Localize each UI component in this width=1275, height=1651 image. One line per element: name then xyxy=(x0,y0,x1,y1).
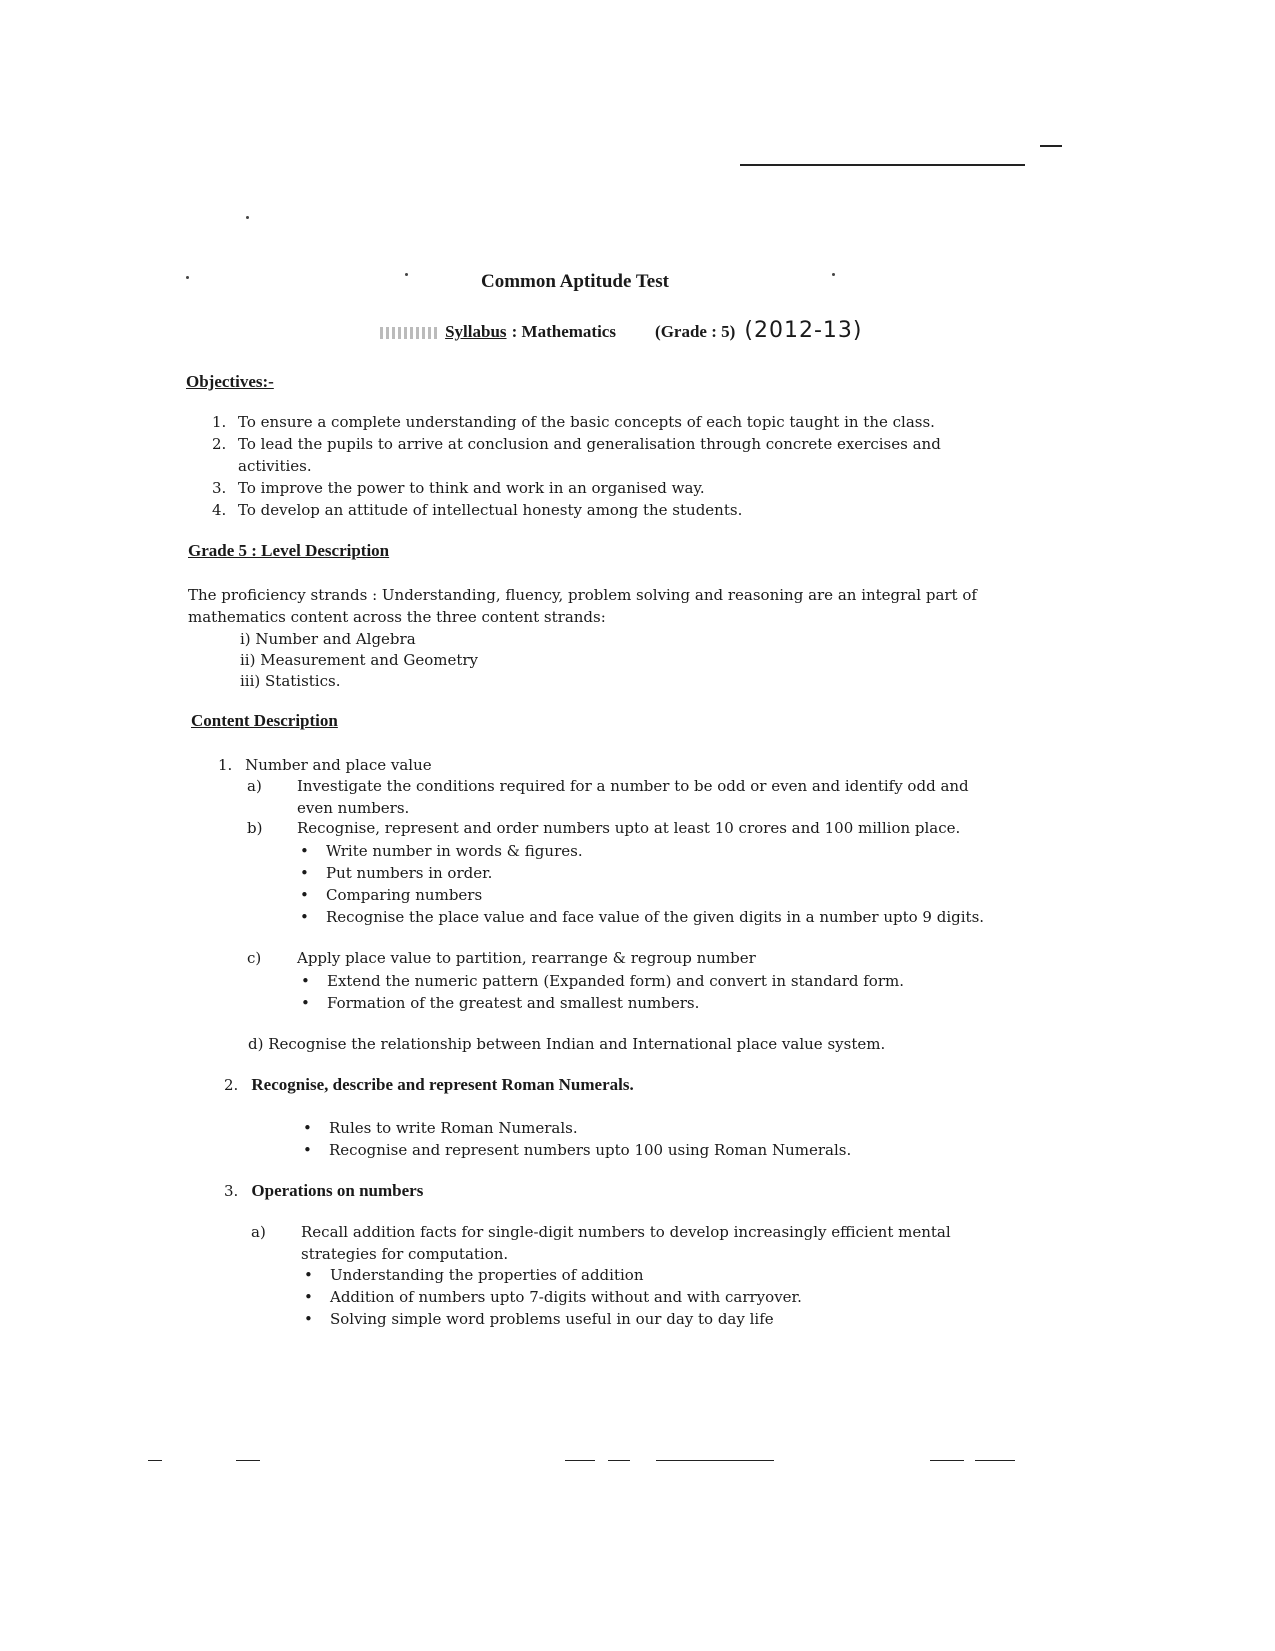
list-item: 1. To ensure a complete understanding of the basic concepts of each topic taught in the class. xyxy=(212,413,935,431)
section-2-bullets xyxy=(329,1117,851,1161)
section-1c-bullets xyxy=(327,970,904,1014)
scan-rule-bottom xyxy=(148,1460,162,1461)
scan-rule-bottom xyxy=(608,1460,630,1461)
scan-speck xyxy=(832,273,835,276)
section-3-title: 3. Operations on numbers xyxy=(224,1181,424,1200)
section-3-bullets xyxy=(330,1264,802,1330)
list-item: ii) Measurement and Geometry xyxy=(240,651,478,669)
scan-rule-bottom xyxy=(930,1460,964,1461)
level-heading: Grade 5 : Level Description xyxy=(188,541,390,560)
list-item: i) Number and Algebra xyxy=(240,630,416,648)
scan-rule-bottom xyxy=(656,1460,774,1461)
section-1b-bullets xyxy=(326,840,984,928)
scan-rule-bottom xyxy=(975,1460,1015,1461)
level-paragraph: The proficiency strands : Understanding, fluency, problem solving and reasoning are an integral part of mathematics content across the three content strands: xyxy=(188,586,977,626)
content-heading: Content Description xyxy=(191,711,338,730)
scan-rule-top-right xyxy=(1040,145,1062,147)
syllabus-label: Syllabus xyxy=(445,322,507,341)
list-item: iii) Statistics. xyxy=(240,672,341,690)
grade-label: (Grade : 5) xyxy=(655,322,736,341)
syllabus-subject: : Mathematics xyxy=(511,322,616,341)
section-1-title: 1. Number and place value xyxy=(218,756,432,774)
handwritten-year: (2012-13) xyxy=(744,318,863,343)
scan-rule-top xyxy=(740,164,1025,166)
objectives-heading: Objectives:- xyxy=(186,372,274,391)
list-item: • Rules to write Roman Numerals. xyxy=(329,1117,851,1139)
scan-speck xyxy=(186,276,189,279)
scan-speck xyxy=(405,273,408,276)
scan-speck xyxy=(246,216,249,219)
smudge-mark xyxy=(380,327,438,339)
list-item: 3. To improve the power to think and work in an organised way. xyxy=(212,479,705,497)
strands-list xyxy=(240,628,478,691)
list-item: • Solving simple word problems useful in our day to day life xyxy=(330,1308,802,1330)
list-item: • Comparing numbers xyxy=(326,884,984,906)
list-item: • Understanding the properties of addition xyxy=(330,1264,802,1286)
scan-rule-bottom xyxy=(236,1460,260,1461)
list-item: • Addition of numbers upto 7-digits without and with carryover. xyxy=(330,1286,802,1308)
document-page: Common Aptitude Test Syllabus : Mathematics (Grade : 5) (2012-13) Objectives:- 1. To ensure a complete understanding of the basic concepts of each topic taught in the class. 2. To lead the pupils to arrive at conclusion and generalisation through concrete exercises and activities. 3. To improve the power to think and work in an organised way. 4. To develop an attitude of intellectual honesty among the students. Grade 5 : Level Description The proficiency strands : Understanding, fluency, problem solving and reasoning are an integral part of mathematics content across the three content strands: i) Number and Algebra ii) Measurement and Geometry iii) Statistics. Content Description 1. Number and place value a) Investigate the conditions required for a number to be odd or even and identify odd and even numbers. b) Recognise, represent and order numbers upto at least 10 crores and 100 million place. • Write number in words & figures. • Put numbers in order. • Comparing numbers • Recognise the place value and face value of the given digits in a number upto 9 digits. c) Apply place value to partition, rearrange & regroup number • Extend the numeric pattern (Expanded form) and convert in standard form. • Formation of the greatest and smallest numbers. d) Recognise the relationship between Indian and International place value system. 2. Recognise, describe and represent Roman Numerals. • Rules to write Roman Numerals. • Recognise and represent numbers upto 100 using Roman Numerals. 3. Operations on numbers a) Recall addition facts for single-digit numbers to develop increasingly efficient mental strategies for computation. • Understanding the properties of addition • Addition of numbers upto 7-digits without and with carryover. • Solving simple word problems useful in our day to day life xyxy=(0,0,1275,1651)
list-item: 2. To lead the pupils to arrive at conclusion and generalisation through concrete exercises and activities. xyxy=(212,435,941,475)
page-title: Common Aptitude Test xyxy=(481,271,669,292)
scan-rule-bottom xyxy=(565,1460,595,1461)
section-1d: d) Recognise the relationship between Indian and International place value system. xyxy=(248,1035,886,1053)
list-item: • Put numbers in order. xyxy=(326,862,984,884)
syllabus-line xyxy=(380,318,863,343)
objectives-list xyxy=(212,411,1112,521)
list-item: • Formation of the greatest and smallest numbers. xyxy=(327,992,904,1014)
list-item: 4. To develop an attitude of intellectual honesty among the students. xyxy=(212,501,743,519)
list-item: • Extend the numeric pattern (Expanded form) and convert in standard form. xyxy=(327,970,904,992)
list-item: • Recognise the place value and face value of the given digits in a number upto 9 digits. xyxy=(326,906,984,928)
list-item: • Write number in words & figures. xyxy=(326,840,984,862)
list-item: • Recognise and represent numbers upto 100 using Roman Numerals. xyxy=(329,1139,851,1161)
section-2-title: 2. Recognise, describe and represent Roman Numerals. xyxy=(224,1075,634,1094)
